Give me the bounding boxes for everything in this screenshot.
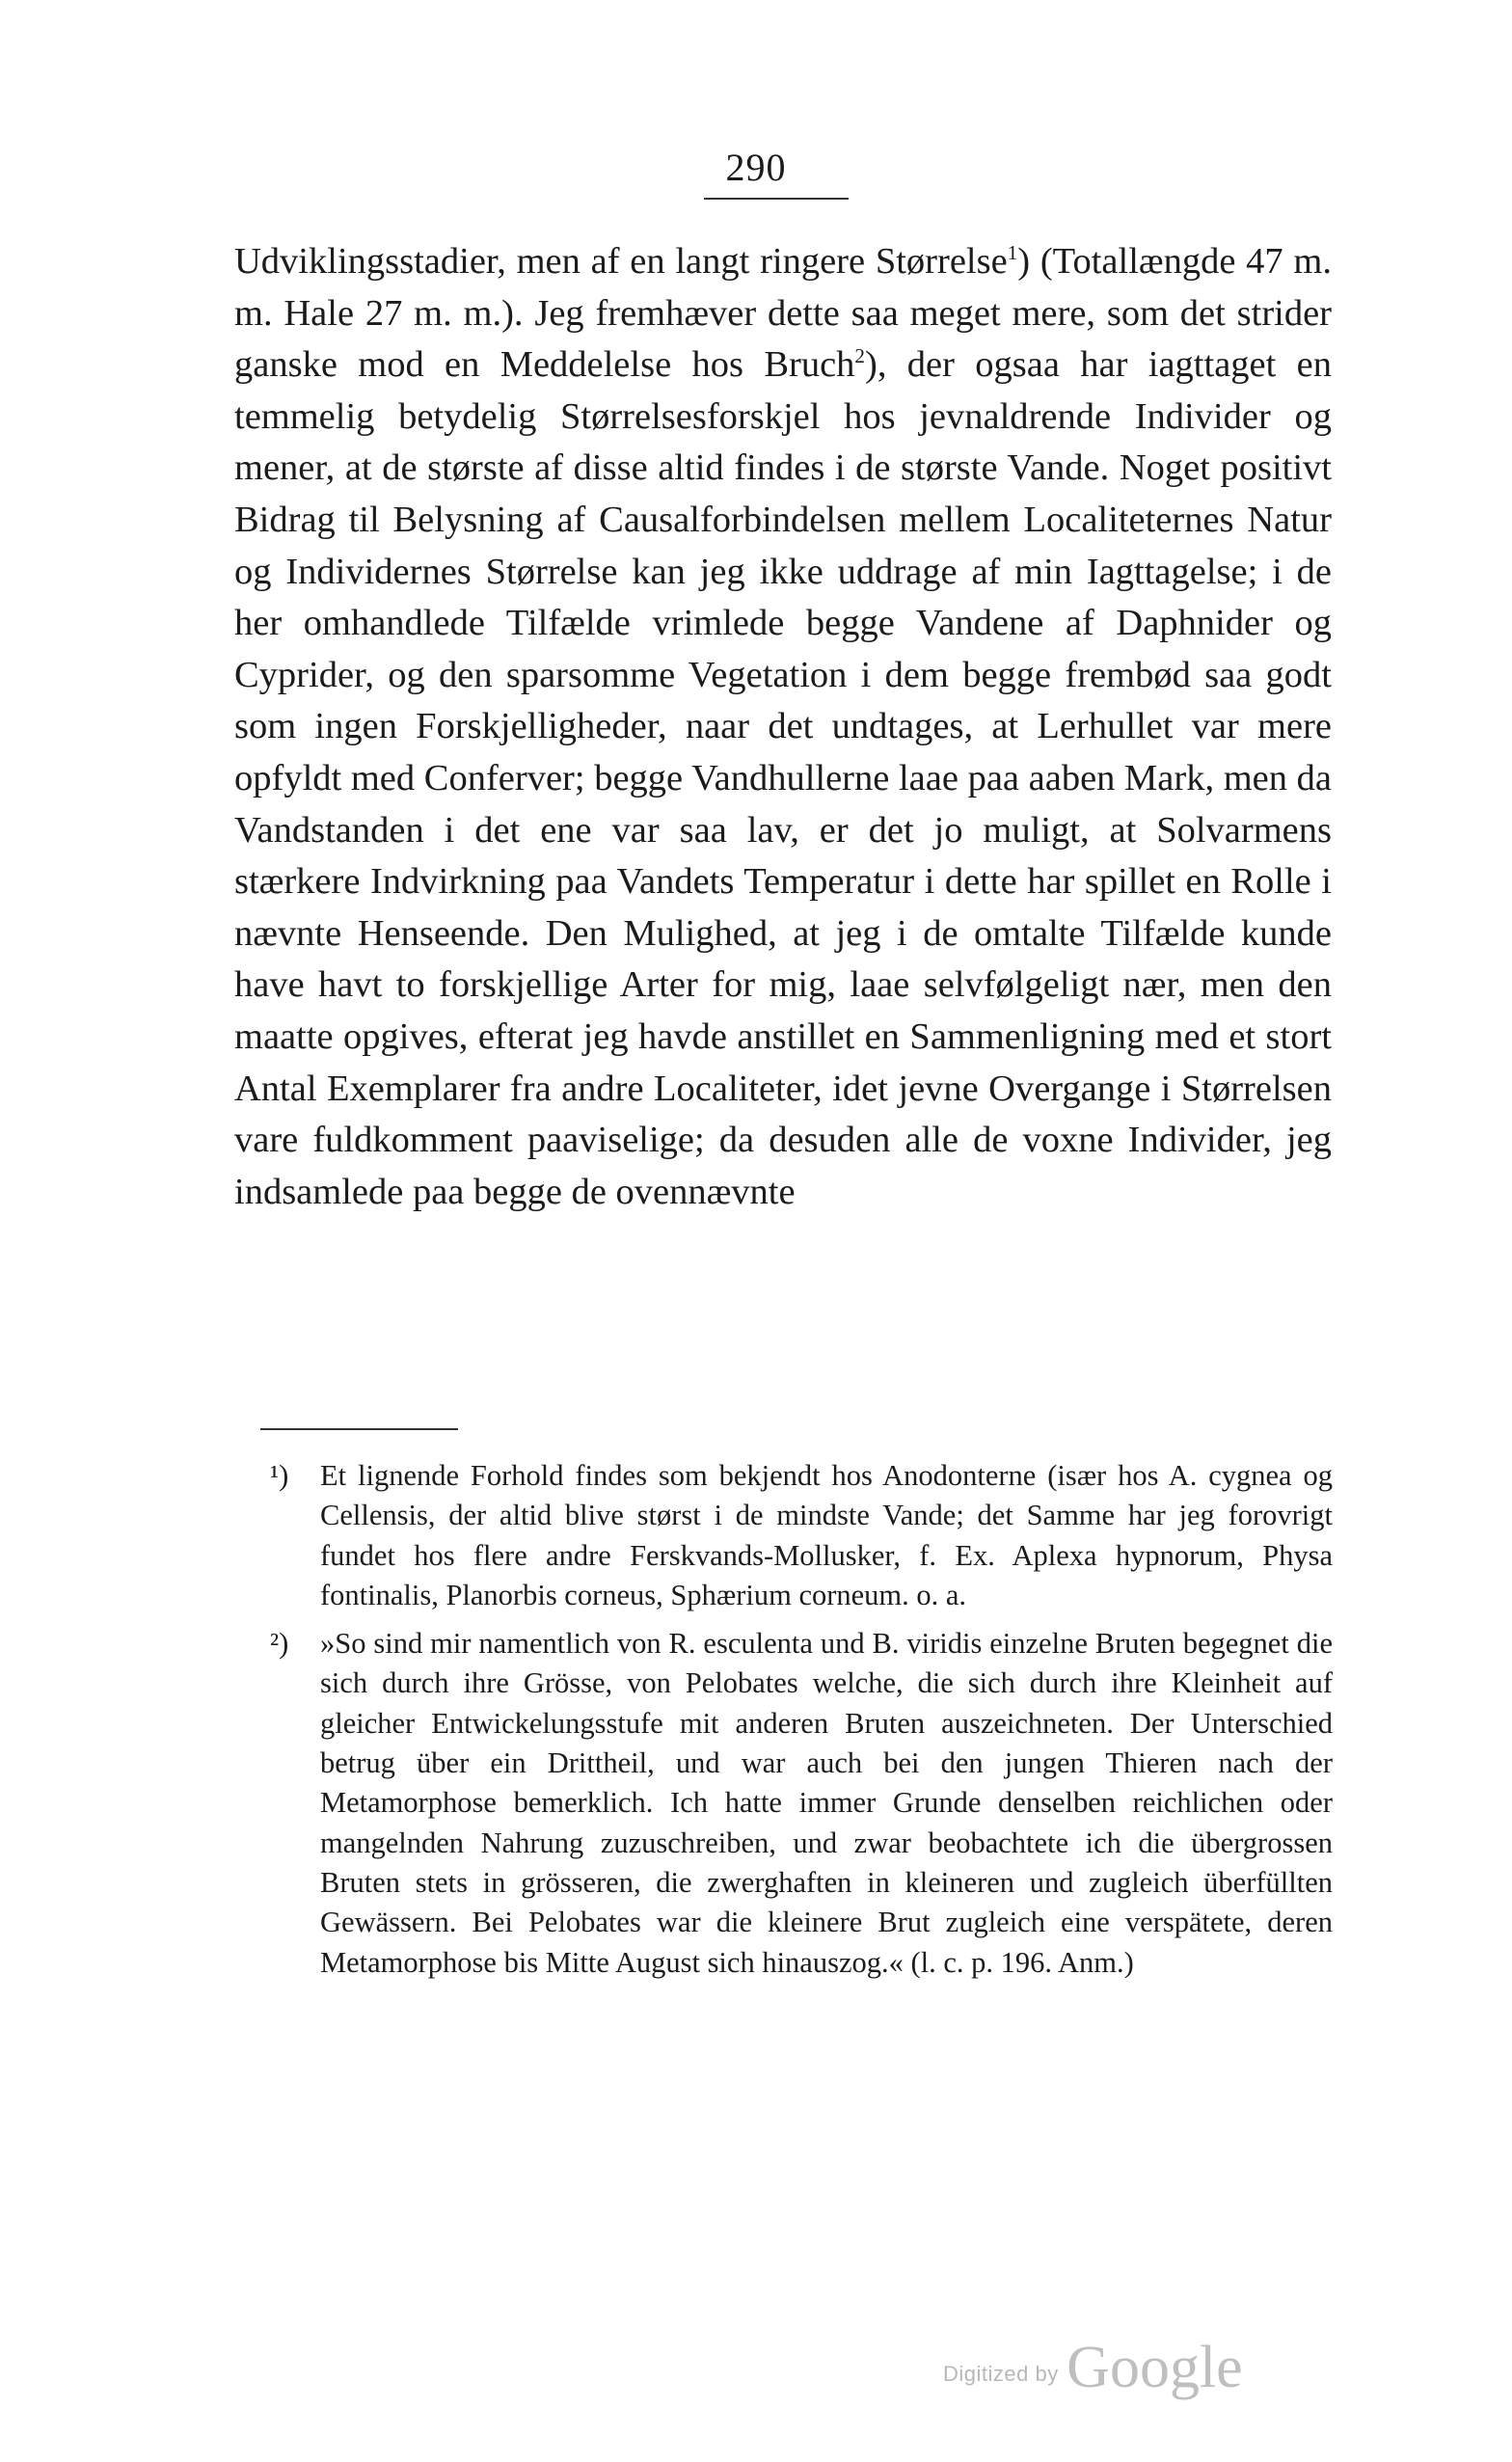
body-text-part-2: ) (Totallængde 47 m. m. Hale 27 m. m.). Jeg fremhæver dette saa meget mere, som det strider ganske mod en Meddelelse hos Bruch [234,241,1332,386]
page-number: 290 [725,146,787,189]
footnotes [262,1456,1333,1991]
digitized-by-label: Digitized by [943,2362,1059,2386]
footnote-divider [260,1428,458,1430]
footnote-ref-1: 1 [1007,241,1018,265]
google-logo: Google [1066,2335,1243,2400]
footnote-marker: ²) [270,1627,289,1661]
body-text-part-1: Udviklingsstadier, men af en langt ringere Størrelse [234,241,1008,282]
body-text-part-3: ), der ogsaa har iagttaget en temmelig betydelig Størrelsesforskjel hos jevnaldrende Individer og mener, at de største af disse altid findes i de største Vande. Noget positivt Bidrag til Belysning af Causalforbindelsen mellem Localiteternes Natur og Individernes Størrelse kan jeg ikke uddrage af min Iagttagelse; i de her omhandlede Tilfælde vrimlede begge Vandene af Daphnider og Cyprider, og den sparsomme Vegetation i dem begge frembød saa godt som ingen Forskjelligheder, naar det undtages, at Lerhullet var mere opfyldt med Conferver; begge Vandhullerne laae paa aaben Mark, men da Vandstanden i det ene var saa lav, er det jo muligt, at Solvarmens stærkere Indvirkning paa Vandets Temperatur i dette har spillet en Rolle i nævnte Henseende. Den Mulighed, at jeg i de omtalte Tilfælde kunde have havt to forskjellige Arter for mig, laae selvfølgeligt nær, men den maatte opgives, efterat jeg havde anstillet en Sammenligning med et stort Antal Exemplarer fra andre Localiteter, idet jevne Overgange i Størrelsen vare fuldkomment paaviselige; da desuden alle de voxne Individer, jeg indsamlede paa begge de ovennævnte [234,344,1332,1212]
footnote-marker: ¹) [270,1459,289,1492]
footnote-text: »So sind mir namentlich von R. esculenta und B. viridis einzelne Bruten begegnet die sich durch ihre Grösse, von Pelobates welche, die sich durch ihre Kleinheit auf gleicher Entwickelungsstufe mit anderen Bruten auszeichneten. Der Unterschied betrug über ein Drittheil, und war auch bei den jungen Thieren nach der Metamorphose bemerklich. Ich hatte immer Grunde denselben reichlichen oder mangelnden Nahrung zuzuschreiben, und zwar beobachtete ich die übergrossen Bruten stets in grösseren, die zwerghaften in kleineren und zugleich überfüllten Gewässern. Bei Pelobates war die kleinere Brut zugleich eine verspätete, deren Metamorphose bis Mitte August sich hinauszog.« (l. c. p. 196. Anm.) [320,1627,1333,1979]
body-text [234,236,1332,1218]
footnote-ref-2: 2 [854,344,865,368]
footnote-2 [262,1624,1333,1983]
footnote-text: Et lignende Forhold findes som bekjendt hos Anodonterne (især hos A. cygnea og Cellensis, der altid blive størst i de mindste Vande; det Samme har jeg forovrigt fundet hos flere andre Ferskvands-Mollusker, f. Ex. Aplexa hypnorum, Physa fontinalis, Planorbis corneus, Sphærium corneum. o. a. [320,1459,1333,1611]
page-number-rule [704,198,849,200]
digitized-watermark [943,2334,1243,2402]
footnote-1 [262,1456,1333,1615]
